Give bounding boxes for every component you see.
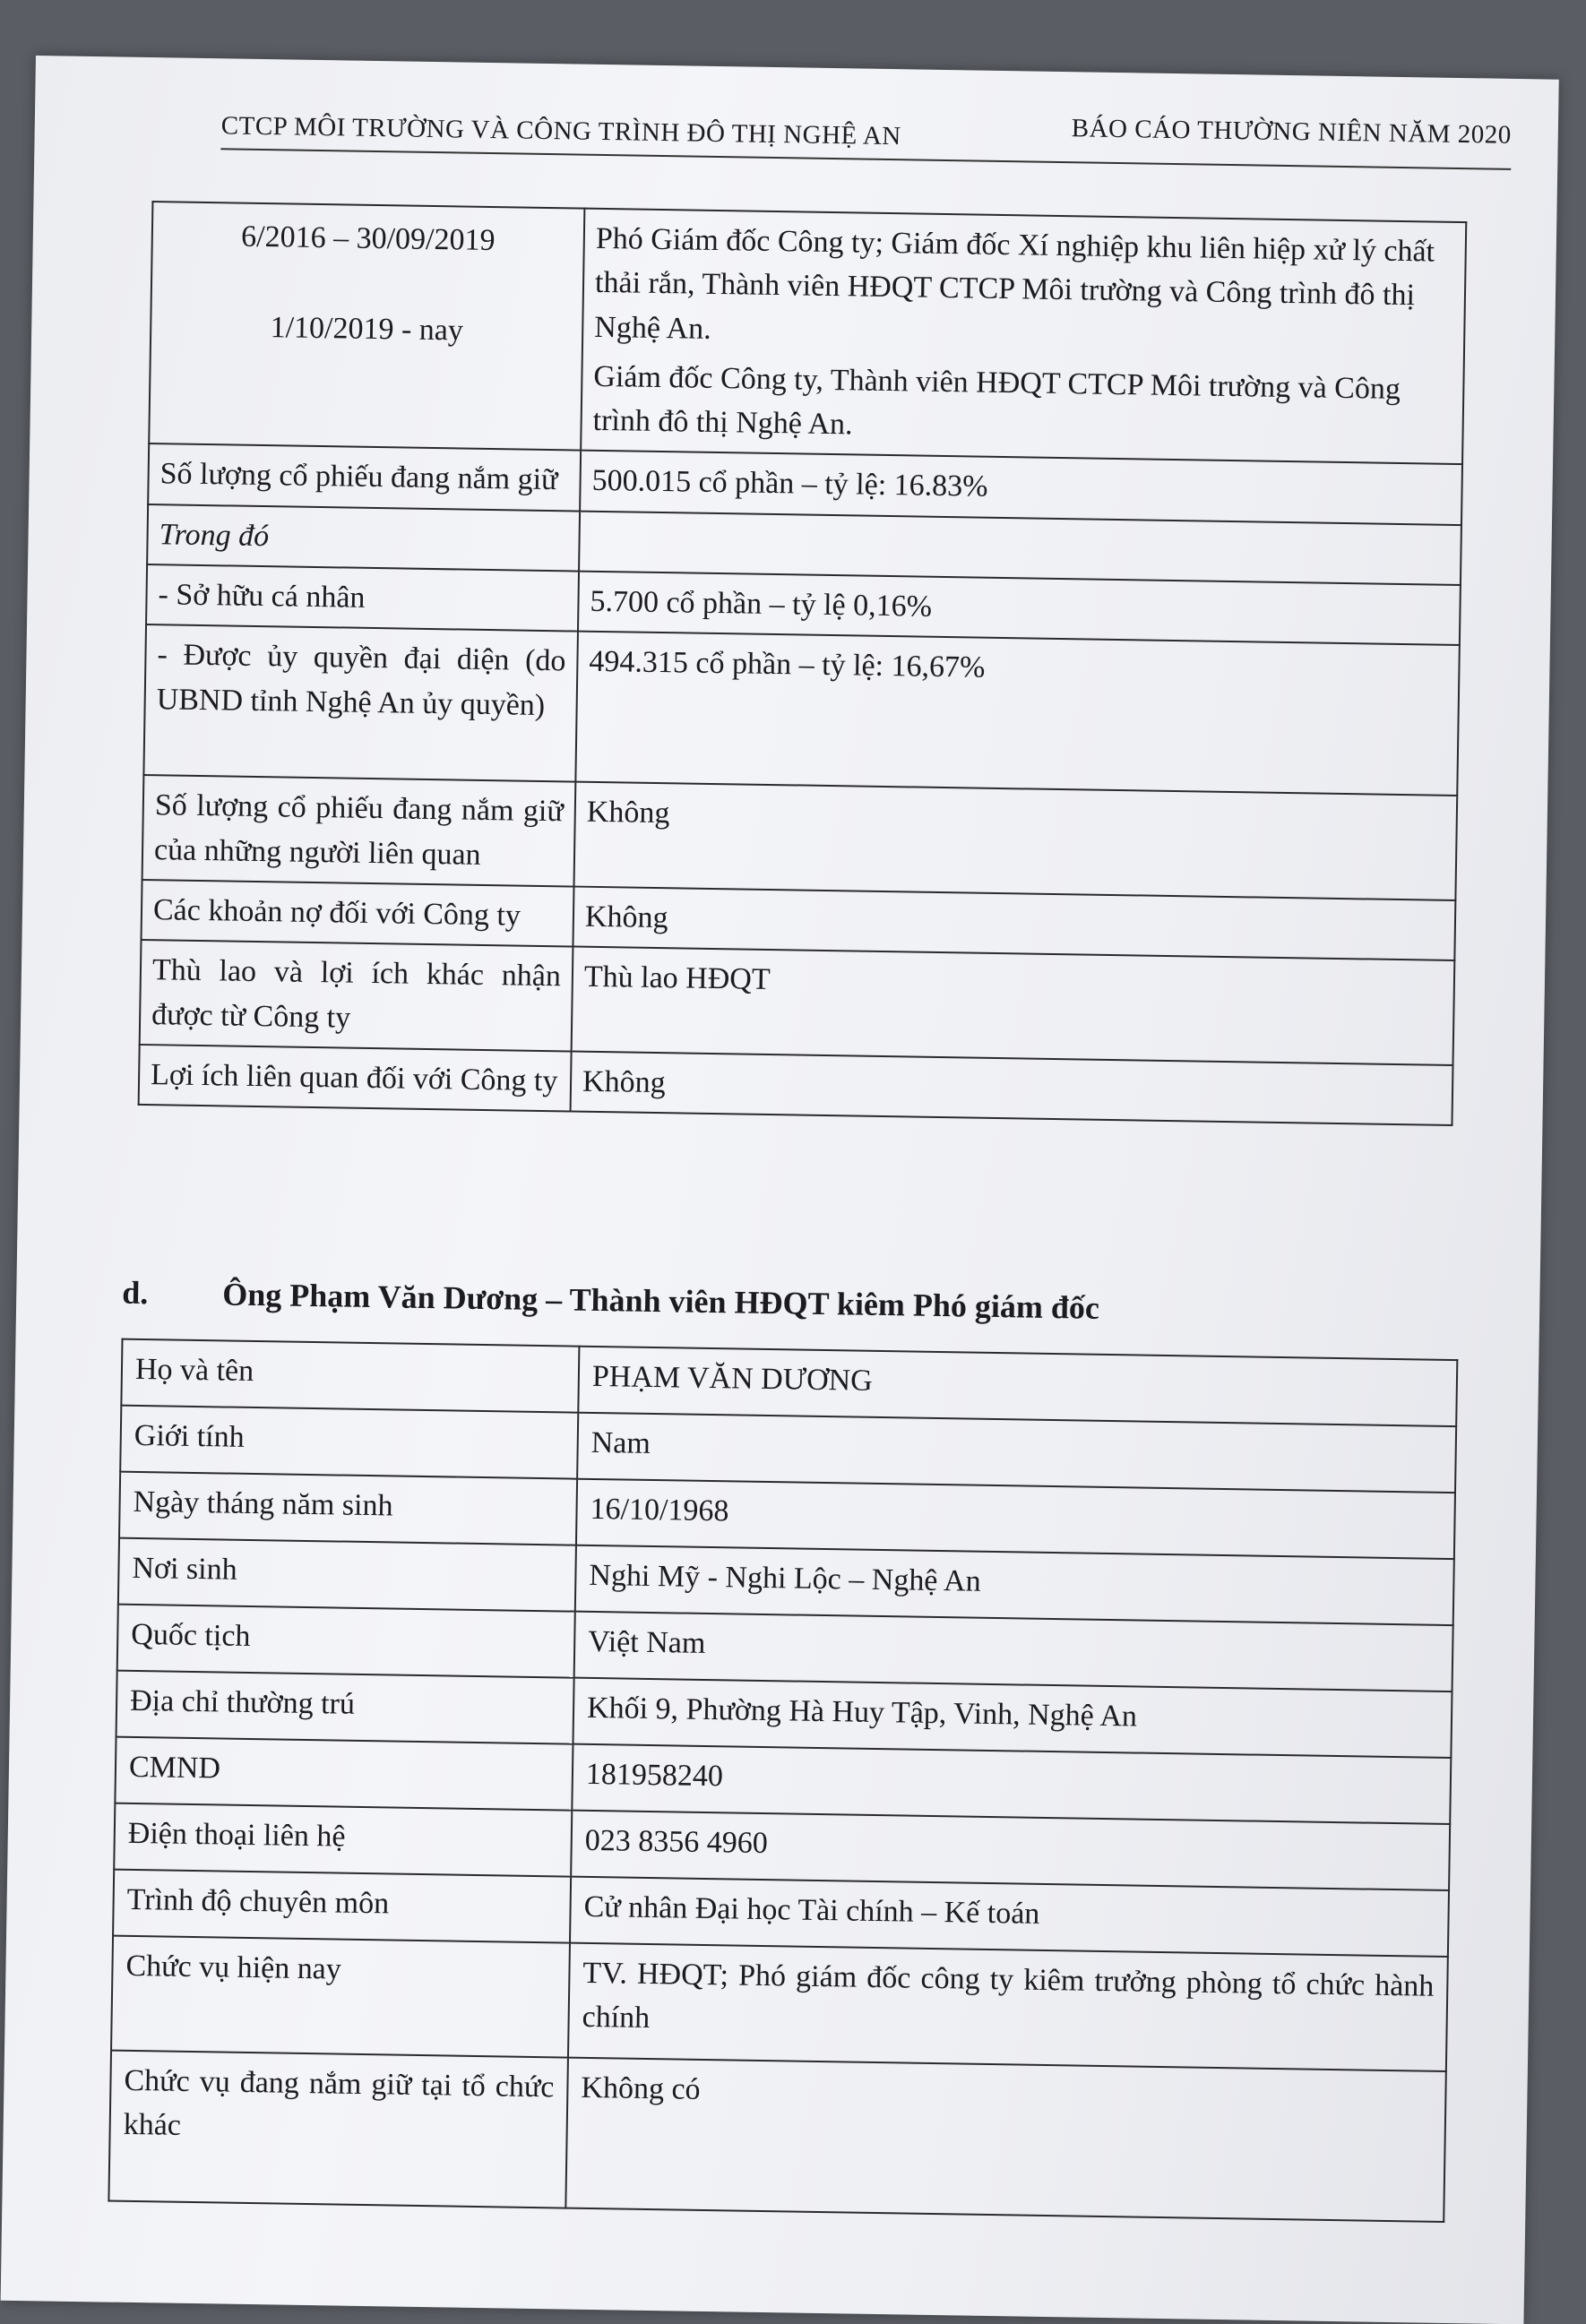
row-value: PHẠM VĂN DƯƠNG xyxy=(578,1347,1457,1426)
section-heading xyxy=(122,1274,1099,1327)
row-label: Điện thoại liên hệ xyxy=(114,1803,572,1877)
row-label: Chức vụ hiện nay xyxy=(111,1936,570,2058)
row-value: Việt Nam xyxy=(574,1612,1453,1691)
row-label: Giới tính xyxy=(120,1406,578,1479)
document-page xyxy=(1,56,1559,2324)
row-value: Không có xyxy=(565,2058,1446,2222)
row-value: Không xyxy=(573,887,1455,961)
row-label: Số lượng cổ phiếu đang nắm giữ xyxy=(148,444,581,512)
row-value: 16/10/1968 xyxy=(576,1479,1455,1559)
career-period: 1/10/2019 - nay xyxy=(270,311,464,348)
profile-table xyxy=(108,1338,1458,2223)
career-periods xyxy=(149,202,584,451)
row-label: Trình độ chuyên môn xyxy=(113,1870,571,1943)
table-row xyxy=(143,624,1459,796)
row-value: 494.315 cổ phần – tỷ lệ: 16,67% xyxy=(575,632,1460,796)
table-row xyxy=(140,940,1455,1065)
career-period: 6/2016 – 30/09/2019 xyxy=(240,219,496,258)
row-label: CMND xyxy=(115,1737,573,1811)
career-description: Giám đốc Công ty, Thành viên HĐQT CTCP Môi trường và Công trình đô thị Nghệ An. xyxy=(592,359,1401,442)
row-value: Không xyxy=(574,782,1458,900)
row-value: Không xyxy=(571,1051,1453,1125)
table-row xyxy=(111,1936,1448,2071)
row-label: Họ và tên xyxy=(121,1339,579,1413)
row-value: 181958240 xyxy=(572,1744,1451,1824)
row-label: Địa chỉ thường trú xyxy=(116,1671,574,1744)
row-value: 5.700 cổ phần – tỷ lệ 0,16% xyxy=(578,572,1461,646)
row-value: Nam xyxy=(577,1413,1456,1493)
career-descriptions xyxy=(581,209,1466,465)
page-header xyxy=(220,94,1512,170)
row-label: Chức vụ đang nắm giữ tại tổ chức khác xyxy=(108,2051,568,2208)
table-row xyxy=(108,2051,1445,2222)
row-label: - Sở hữu cá nhân xyxy=(146,564,579,632)
row-value: 500.015 cổ phần – tỷ lệ: 16.83% xyxy=(580,451,1462,525)
row-label: Lợi ích liên quan đối với Công ty xyxy=(139,1045,572,1112)
row-label: Quốc tịch xyxy=(117,1605,575,1678)
row-label: Ngày tháng năm sinh xyxy=(119,1472,577,1545)
row-label: - Được ủy quyền đại diện (do UBND tỉnh Nghệ An ủy quyền) xyxy=(143,624,578,782)
career-description: Phó Giám đốc Công ty; Giám đốc Xí nghiệp khu liên hiệp xử lý chất thải rắn, Thành viên HĐQT CTCP Môi trường và Công trình đô thị Nghệ An. xyxy=(594,221,1435,346)
row-value: Cử nhân Đại học Tài chính – Kế toán xyxy=(570,1877,1449,1957)
row-value: Thù lao HĐQT xyxy=(572,947,1455,1065)
row-value: Khối 9, Phường Hà Huy Tập, Vinh, Nghệ An xyxy=(573,1678,1452,1758)
report-title: BÁO CÁO THƯỜNG NIÊN NĂM 2020 xyxy=(1071,114,1513,150)
row-label: Các khoản nợ đối với Công ty xyxy=(142,880,574,947)
shareholding-table xyxy=(138,201,1468,1126)
row-value: Nghi Mỹ - Nghi Lộc – Nghệ An xyxy=(575,1545,1454,1625)
row-label: Số lượng cổ phiếu đang nắm giữ của những người liên quan xyxy=(142,775,576,886)
row-label: Nơi sinh xyxy=(118,1538,576,1612)
row-value: TV. HĐQT; Phó giám đốc công ty kiêm trưởng phòng tổ chức hành chính xyxy=(568,1943,1448,2071)
section-title: Ông Phạm Văn Dương – Thành viên HĐQT kiêm Phó giám đốc xyxy=(221,1276,1100,1326)
row-value: 023 8356 4960 xyxy=(571,1811,1450,1890)
table-row xyxy=(142,775,1458,900)
career-row xyxy=(149,202,1466,464)
section-letter: d. xyxy=(122,1274,149,1312)
row-label: Thù lao và lợi ích khác nhận được từ Công ty xyxy=(140,940,573,1051)
row-label: Trong đó xyxy=(147,504,580,572)
company-name: CTCP MÔI TRƯỜNG VÀ CÔNG TRÌNH ĐÔ THỊ NGHỆ AN xyxy=(220,111,902,151)
